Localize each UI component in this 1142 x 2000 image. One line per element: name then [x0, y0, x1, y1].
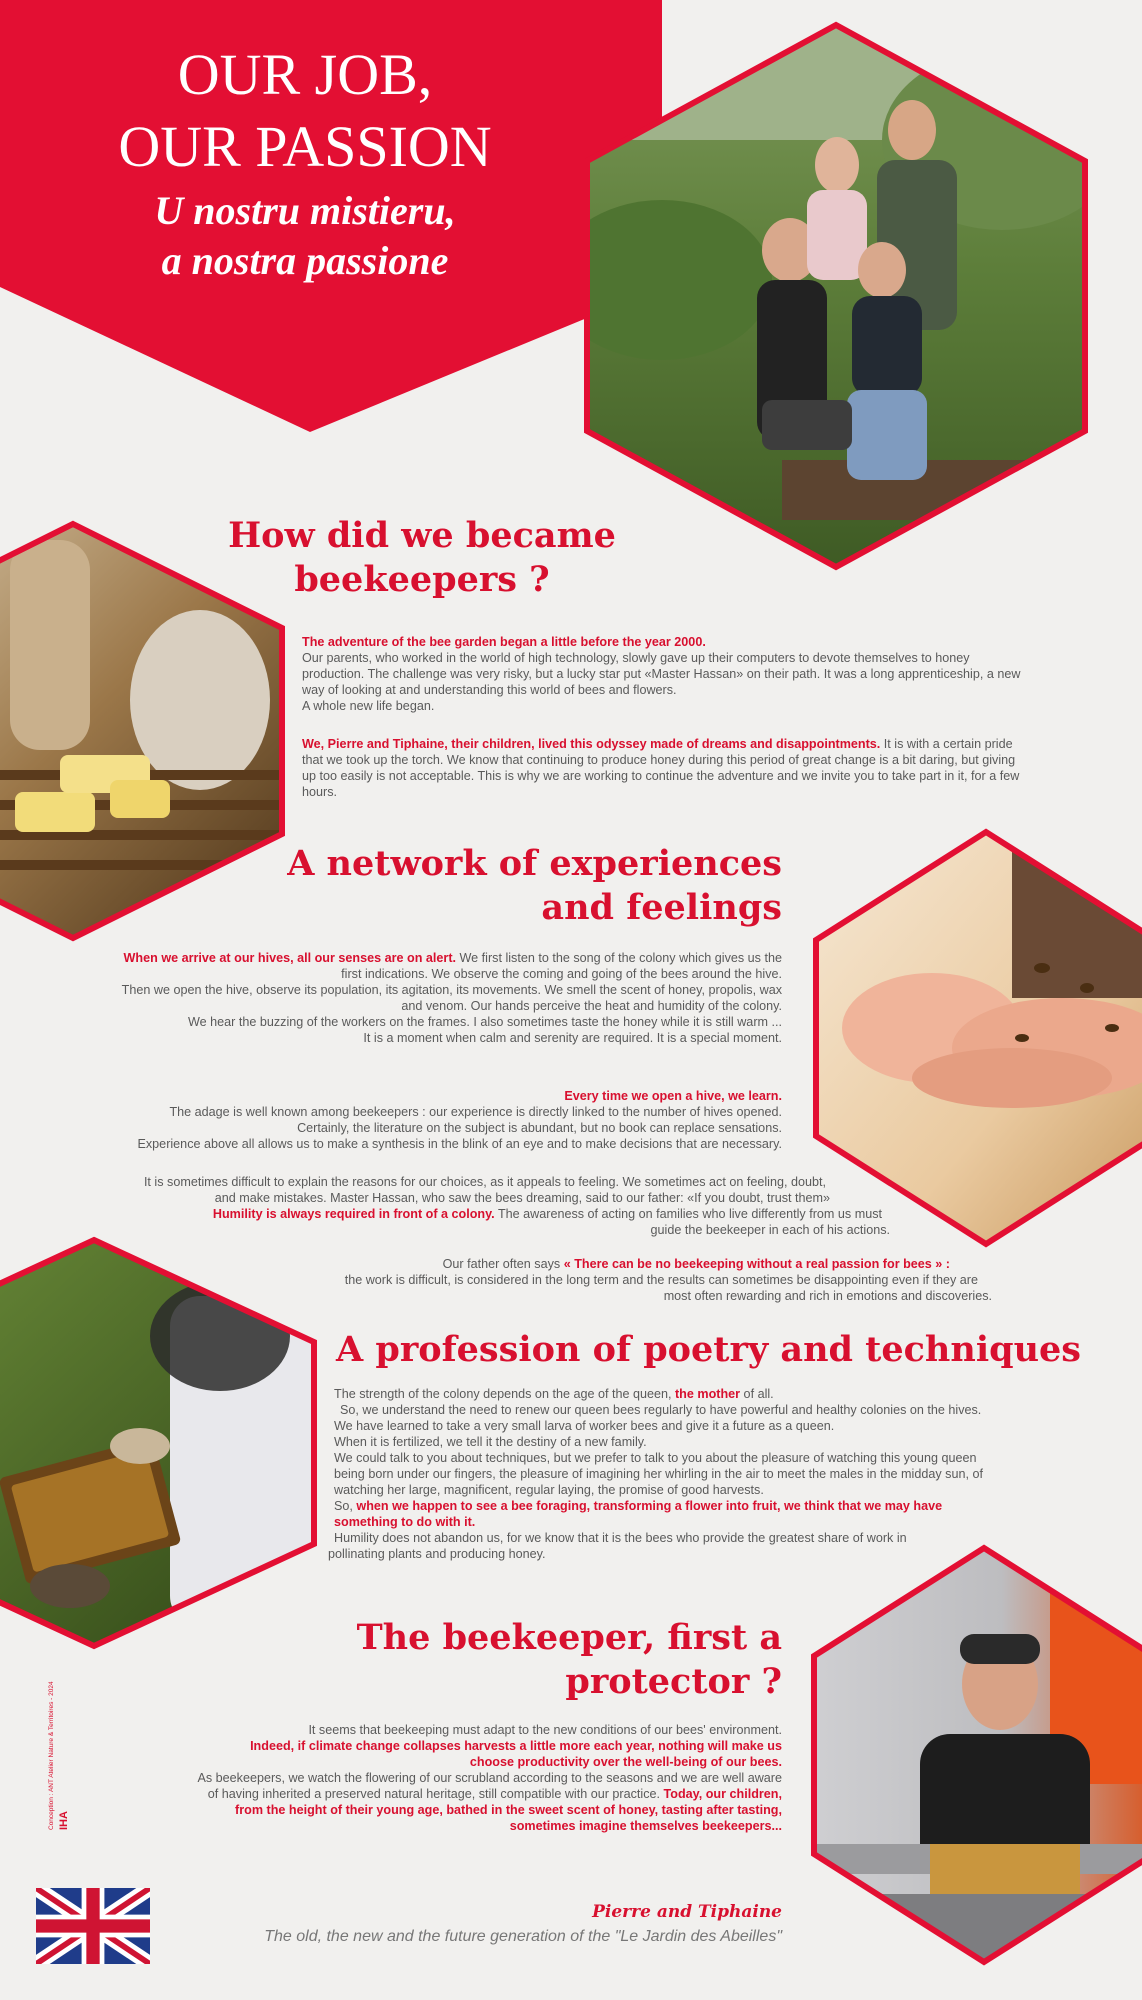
text-line: So, we understand the need to renew our queen bees regularly to have powerful and healthy colonies on the hives.	[340, 1403, 982, 1417]
credit-label: Conception : ANT Atelier Nature & Territoires - 2024	[48, 1681, 55, 1830]
text-line: that we took up the torch. We know that continuing to produce honey during this period of great change is a bit daring, but giving	[302, 753, 1016, 767]
section2-quote: « There can be no beekeeping without a real passion for bees » :	[563, 1257, 950, 1271]
text-line: The adage is well known among beekeepers : our experience is directly linked to the number of hives opened.	[169, 1105, 782, 1119]
section2-lead3: Humility is always required in front of a colony.	[212, 1207, 495, 1221]
text-line: up too easily is not acceptable. This is why we are working to continue the adventure and we invite you to take part in it, for a few	[302, 769, 1020, 783]
signature-names: Pierre and Tiphaine	[592, 1902, 782, 1922]
text-line: So,	[334, 1499, 357, 1513]
text-line: The awareness of acting on families who live differently from us must	[494, 1207, 882, 1221]
beekeeper-portrait-photo	[810, 1544, 1142, 1966]
text-line: Then we open the hive, observe its population, its agitation, its movements. We smell the scent of honey, propolis, wax	[121, 983, 782, 997]
section2-paragraph4	[200, 1256, 992, 1304]
section1-paragraph1	[302, 634, 1102, 714]
text-line: It is with a certain pride	[880, 737, 1013, 751]
credit-logo: IHA	[58, 1811, 70, 1830]
section2-title-line2: and feelings	[541, 887, 782, 928]
section2-paragraph2	[20, 1088, 782, 1152]
text-line: watching her large, magnificent, regular laying, the promise of good harvests.	[334, 1483, 764, 1497]
section2-paragraph3	[20, 1174, 890, 1238]
text-line: and venom. Our hands perceive the heat and humidity of the colony.	[401, 999, 782, 1013]
section3-title: A profession of poetry and techniques	[336, 1329, 1082, 1370]
text-line: guide the beekeeper in each of his actions.	[650, 1223, 890, 1237]
section2-paragraph1	[20, 950, 782, 1046]
section2-title-line1: A network of experiences	[287, 843, 782, 884]
section1-title-line2: beekeepers ?	[294, 559, 550, 600]
section4-highlight1: Indeed, if climate change collapses harvests a little more each year, nothing will make us	[250, 1739, 782, 1753]
text-line: production. The challenge was very risky, but a lucky star put «Master Hassan» on their path. It was a long apprenticeship, a new	[302, 667, 1021, 681]
text-line: hours.	[302, 785, 338, 799]
text-line: most often rewarding and rich in emotions and discoveries.	[663, 1289, 992, 1303]
text-line: As beekeepers, we watch the flowering of our scrubland according to the seasons and we are well aware	[197, 1771, 782, 1785]
family-photo	[582, 20, 1090, 572]
subtitle-line-1: U nostru mistieru,	[154, 188, 456, 233]
section4-highlight2: choose productivity over the well-being of our bees.	[469, 1755, 782, 1769]
title-line-1: OUR JOB,	[177, 42, 433, 107]
subtitle-line-2: a nostra passione	[161, 238, 449, 283]
section2-lead2: Every time we open a hive, we learn.	[564, 1089, 782, 1103]
title-line-2: OUR PASSION	[118, 114, 492, 179]
section1-lead1: The adventure of the bee garden began a little before the year 2000.	[302, 635, 706, 649]
section3-paragraph	[328, 1386, 1134, 1562]
text-line: It is sometimes difficult to explain the reasons for our choices, as it appeals to feeling. We sometimes act on feeling, doubt,	[143, 1175, 826, 1189]
text-line: Certainly, the literature on the subject is abundant, but no book can replace sensations.	[297, 1121, 782, 1135]
text-line: We hear the buzzing of the workers on the frames. I also sometimes taste the honey while it is still warm ...	[187, 1015, 782, 1029]
text-line: Our father often says	[442, 1257, 564, 1271]
section3-highlight3: something to do with it.	[334, 1515, 476, 1529]
text-line: being born under our fingers, the pleasure of imagining her whirling in the air to meet the males in the midday sun, of	[334, 1467, 983, 1481]
text-line: We first listen to the song of the colony which gives us the	[456, 951, 782, 965]
text-line: of all.	[740, 1387, 774, 1401]
section4-title	[300, 1616, 782, 1704]
text-line: Our parents, who worked in the world of high technology, slowly gave up their computers to devote themselves to honey	[302, 651, 970, 665]
text-line: The strength of the colony depends on the age of the queen,	[334, 1387, 675, 1401]
section4-highlight4: from the height of their young age, bathed in the sweet scent of honey, tasting after tasting,	[235, 1803, 782, 1817]
section4-title-line1: The beekeeper, first a	[356, 1617, 782, 1658]
section1-title-line1: How did we became	[228, 515, 616, 556]
section4-highlight3: Today, our children,	[663, 1787, 782, 1801]
text-line: way of looking at and understanding this world of bees and flowers.	[302, 683, 677, 697]
text-line: of having inherited a preserved natural heritage, still compatible with our practice.	[207, 1787, 664, 1801]
text-line: first indications. We observe the coming and going of the bees around the hive.	[341, 967, 782, 981]
section3-highlight: the mother	[674, 1387, 741, 1401]
text-line: the work is difficult, is considered in the long term and the results can sometimes be disappointing even if they are	[344, 1273, 978, 1287]
text-line: Humility does not abandon us, for we know that it is the bees who provide the greatest share of work in	[334, 1531, 907, 1545]
uk-flag-icon	[36, 1888, 150, 1964]
section2-title	[200, 842, 782, 930]
text-line: When it is fertilized, we tell it the destiny of a new family.	[334, 1435, 647, 1449]
beekeeper-frame-photo	[0, 1236, 318, 1650]
section1-paragraph2	[302, 736, 1102, 800]
section4-highlight5: sometimes imagine themselves beekeepers...	[509, 1819, 782, 1833]
text-line: A whole new life began.	[302, 699, 435, 713]
text-line: pollinating plants and producing honey.	[328, 1547, 546, 1561]
section4-title-line2: protector ?	[565, 1661, 782, 1702]
text-line: and make mistakes. Master Hassan, who saw the bees dreaming, said to our father: «If you doubt, trust them»	[214, 1191, 830, 1205]
text-line: It is a moment when calm and serenity are required. It is a special moment.	[363, 1031, 782, 1045]
signature-tagline: The old, the new and the future generation of the "Le Jardin des Abeilles"	[264, 1928, 782, 1945]
text-line: We could talk to you about techniques, but we prefer to talk to you about the pleasure of watching this young queen	[334, 1451, 977, 1465]
section2-lead1: When we arrive at our hives, all our senses are on alert.	[123, 951, 457, 965]
text-line: Experience above all allows us to make a synthesis in the blink of an eye and to make decisions that are necessary.	[137, 1137, 782, 1151]
section3-highlight2: when we happen to see a bee foraging, transforming a flower into fruit, we think that we may have	[356, 1499, 943, 1513]
text-line: We have learned to take a very small larva of worker bees and give it a future as a queen.	[334, 1419, 835, 1433]
section1-lead2: We, Pierre and Tiphaine, their children, lived this odyssey made of dreams and disappointments.	[302, 737, 881, 751]
text-line: It seems that beekeeping must adapt to the new conditions of our bees' environment.	[308, 1723, 782, 1737]
section4-paragraph	[100, 1722, 782, 1834]
